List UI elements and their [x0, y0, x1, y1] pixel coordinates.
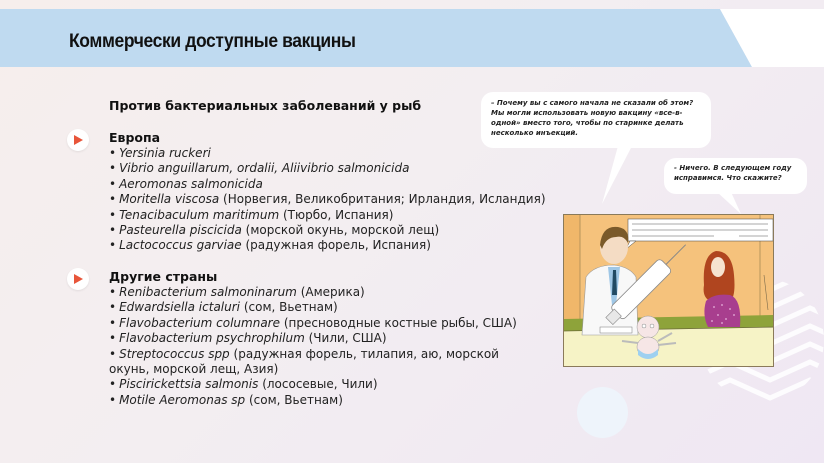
list-item: • Aeromonas salmonicida	[109, 176, 263, 191]
list-item: • Pasteurella piscicida (морской окунь, морской лещ)	[109, 223, 440, 238]
list-item: • Vibrio anguillarum, ordalii, Aliivibrio salmonicida	[109, 161, 410, 176]
list-item: • Renibacterium salmoninarum (Америка)	[109, 285, 365, 299]
section-subtitle: Против бактериальных заболеваний у рыб	[109, 98, 422, 113]
species-list	[109, 146, 549, 254]
speech-bubble-answer: - Ничего. В следующем году исправимся. Что скажите?	[664, 158, 807, 194]
section-heading: Европа	[109, 130, 161, 145]
list-item: • Tenacibaculum maritimum (Тюрбо, Испания)	[109, 207, 394, 222]
cartoon-doctor-syringe-baby-image	[564, 215, 774, 367]
play-arrow-icon	[67, 129, 89, 151]
speech-bubble-tail	[715, 192, 745, 216]
list-item: • Flavobacterium psychrophilum (Чили, США)	[109, 331, 387, 346]
page-title: Коммерчески доступные вакцины	[69, 31, 356, 52]
list-item: • Motile Aeromonas sp (сом, Вьетнам)	[109, 392, 343, 407]
list-item: • Lactococcus garviae (радужная форель, Испания)	[109, 238, 431, 253]
section-heading: Другие страны	[109, 269, 218, 284]
play-arrow-icon	[67, 268, 89, 290]
list-item: • Piscirickettsia salmonis (лососевые, Чили)	[109, 377, 378, 392]
list-item: • Edwardsiella ictaluri (сом, Вьетнам)	[109, 300, 338, 315]
decorative-circle	[577, 387, 628, 438]
header-band	[0, 9, 824, 67]
list-item: • Flavobacterium columnare (пресноводные костные рыбы, США)	[109, 315, 517, 330]
species-list	[109, 285, 549, 408]
speech-bubble-tail	[600, 146, 640, 206]
speech-bubble-question: – Почему вы с самого начала не сказали об этом? Мы могли использовать новую вакцину «все-в-одной» вместо того, чтобы по старинке делать несколько инъекций.	[481, 92, 711, 148]
list-item: • Yersinia ruckeri	[109, 146, 211, 160]
list-item: • Moritella viscosa (Норвегия, Великобритания; Ирландия, Исландия)	[109, 192, 546, 207]
cartoon-illustration	[563, 214, 774, 367]
list-item: • Streptococcus spp (радужная форель, тилапия, аю, морской окунь, морской лещ, Азия)	[109, 346, 499, 377]
